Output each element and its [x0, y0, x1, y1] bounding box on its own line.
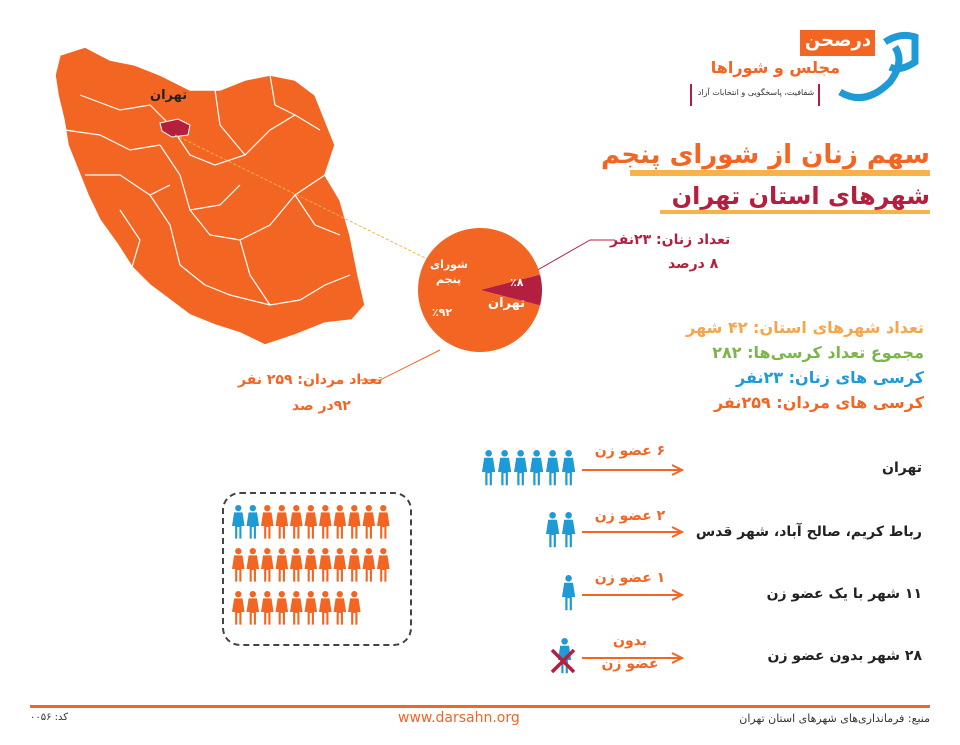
men-count-callout: تعداد مردان: ۲۵۹ نفر	[238, 372, 383, 388]
footer-source: منبع: فرمانداری‌های شهرهای استان تهران	[739, 712, 930, 725]
stat-women-seats: کرسی های زنان: ۲۳نفر	[736, 368, 924, 387]
row-3-label: ۱۱ شهر با یک عضو زن	[766, 586, 922, 602]
woman-figure	[562, 450, 575, 485]
man-figure	[232, 591, 245, 625]
man-figure	[232, 548, 245, 582]
pie-center-label-1: شورای	[430, 258, 468, 271]
woman-figure	[530, 450, 543, 485]
row-4-label: ۲۸ شهر بدون عضو زن	[767, 648, 922, 664]
footer-website[interactable]: www.darsahn.org	[398, 710, 520, 726]
man-figure	[276, 591, 289, 625]
row-4-arrow-label-1: بدون	[613, 633, 647, 649]
man-figure	[247, 591, 260, 625]
man-figure	[290, 591, 303, 625]
woman-figure	[546, 512, 559, 547]
woman-figure	[232, 505, 245, 539]
logo-brand: درصحن	[804, 30, 872, 51]
man-figure	[305, 505, 318, 539]
women-percent-callout: ۸ درصد	[668, 256, 719, 272]
man-figure	[334, 548, 347, 582]
man-figure	[377, 505, 390, 539]
row-1-label: تهران	[882, 460, 922, 476]
stat-seats: مجموع تعداد کرسی‌ها: ۲۸۲	[712, 343, 924, 362]
row-2-label: رباط کریم، صالح آباد، شهر قدس	[695, 524, 922, 540]
pie-tehran-label: تهران	[488, 296, 526, 311]
logo-line1: مجلس و شوراها	[710, 58, 840, 77]
man-figure	[319, 591, 332, 625]
row-3-arrow-label: ۱ عضو زن	[594, 570, 666, 586]
man-figure	[247, 548, 260, 582]
man-figure	[363, 505, 376, 539]
woman-figure	[546, 450, 559, 485]
man-figure	[377, 548, 390, 582]
main-title: سهم زنان از شورای پنجم	[601, 140, 930, 170]
man-figure	[334, 591, 347, 625]
man-figure	[261, 505, 274, 539]
stat-men-seats: کرسی های مردان: ۲۵۹نفر	[713, 393, 924, 412]
man-figure	[305, 548, 318, 582]
men-percent-callout: ۹۲در صد	[292, 398, 351, 414]
man-figure	[261, 591, 274, 625]
pie-men-percent: ٪۹۲	[432, 306, 453, 319]
row-1-arrow-label: ۶ عضو زن	[594, 443, 666, 459]
man-figure	[276, 505, 289, 539]
sub-title: شهرهای استان تهران	[671, 182, 930, 210]
woman-figure	[482, 450, 495, 485]
woman-figure	[247, 505, 260, 539]
man-figure	[305, 591, 318, 625]
man-figure	[334, 505, 347, 539]
row-2-arrow-label: ۲ عضو زن	[594, 508, 666, 524]
man-figure	[348, 548, 361, 582]
man-figure	[319, 548, 332, 582]
footer-divider	[30, 705, 930, 708]
man-figure	[290, 548, 303, 582]
woman-figure	[498, 450, 511, 485]
man-figure	[319, 505, 332, 539]
man-figure	[363, 548, 376, 582]
pie-women-percent: ٪۸	[510, 276, 524, 289]
pie-chart	[415, 225, 545, 355]
man-figure	[348, 591, 361, 625]
women-count-callout: تعداد زنان: ۲۳نفر	[610, 232, 731, 248]
map-city-label: تهران	[150, 88, 188, 103]
row-4-arrow-label-2: عضو زن	[601, 656, 659, 672]
pictogram	[232, 505, 402, 635]
woman-figure	[562, 512, 575, 547]
man-figure	[276, 548, 289, 582]
pie-center-label-2: پنجم	[436, 273, 462, 286]
man-figure	[348, 505, 361, 539]
man-figure	[290, 505, 303, 539]
woman-figure	[562, 575, 575, 610]
man-figure	[261, 548, 274, 582]
logo-tagline: شفافیت، پاسخگویی و انتخابات آزاد	[697, 88, 815, 97]
stat-cities: تعداد شهرهای استان: ۴۲ شهر	[686, 318, 924, 337]
footer-code: کد: ۰۰۵۶	[30, 712, 69, 723]
woman-figure	[514, 450, 527, 485]
